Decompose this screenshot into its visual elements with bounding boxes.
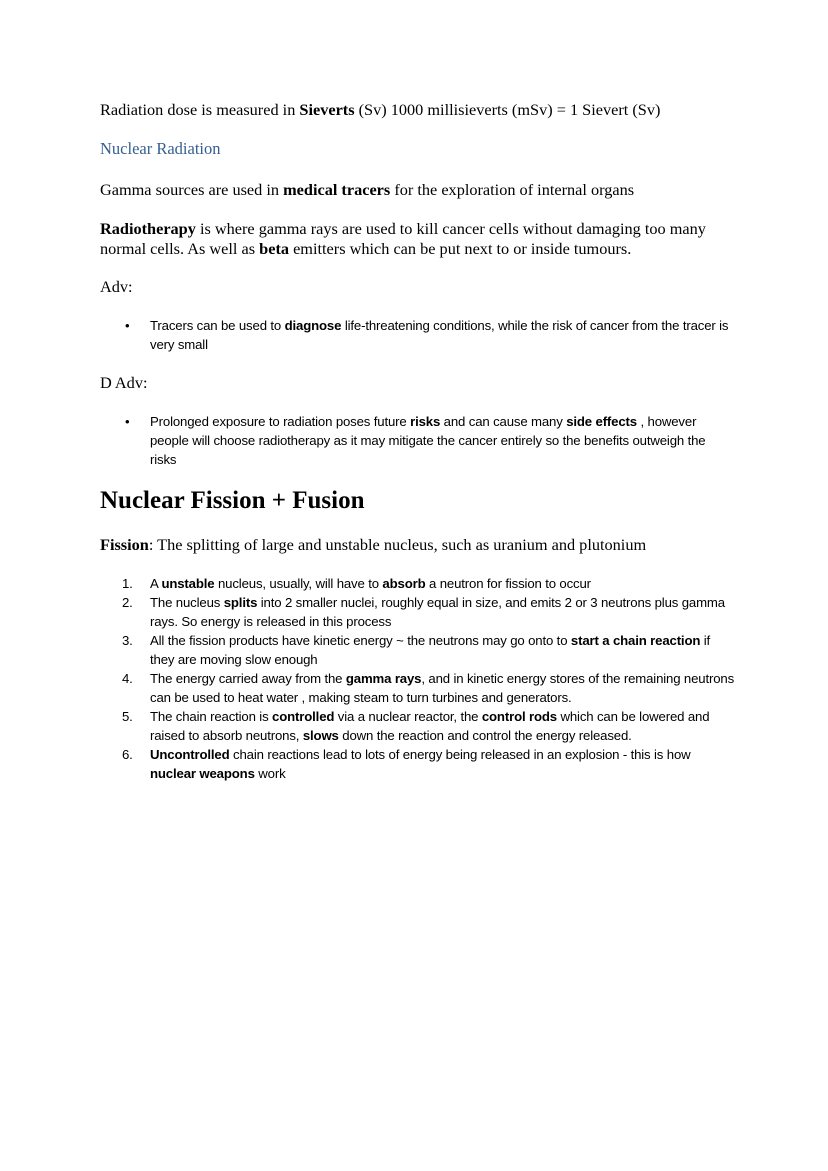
text-run: , however people will choose radiotherapy as it may mitigate the cancer entirely so the benefits outweigh the risks	[150, 414, 706, 467]
list-item-text	[150, 747, 691, 781]
dose-paragraph	[100, 100, 730, 120]
fission-definition	[100, 535, 730, 555]
text-run: is where gamma rays are used to kill cancer cells without damaging too many normal cells. As well as	[100, 219, 706, 258]
text-run: which can be lowered and raised to absorb neutrons,	[150, 709, 710, 743]
text-run: A	[150, 576, 162, 591]
text-run: work	[254, 766, 286, 781]
text-run: Gamma sources are used in	[100, 180, 284, 199]
bold-text: diagnose	[284, 318, 342, 333]
text-run: and can cause many	[440, 414, 567, 429]
text-run: The energy carried away from the	[150, 671, 346, 686]
dadv-label: D Adv:	[100, 373, 148, 392]
bold-text: Radiotherapy	[100, 219, 196, 238]
text-run: if they are moving slow enough	[150, 633, 711, 667]
list-item-text	[150, 318, 728, 352]
text-run: nucleus, usually, will have to	[214, 576, 383, 591]
bold-text: start a chain reaction	[570, 633, 701, 648]
bold-text: slows	[302, 728, 339, 743]
bold-text: side effects	[566, 414, 637, 429]
list-item	[100, 745, 735, 783]
list-item	[100, 316, 735, 354]
list-item-text	[150, 576, 591, 591]
bold-text: controlled	[272, 709, 335, 724]
bold-text: risks	[410, 414, 441, 429]
list-item	[100, 669, 735, 707]
fission-fusion-heading: Nuclear Fission + Fusion	[100, 487, 365, 514]
bold-text: splits	[223, 595, 258, 610]
bold-text: absorb	[382, 576, 426, 591]
bullet-icon: •	[125, 414, 130, 429]
list-item	[100, 593, 735, 631]
text-run: Prolonged exposure to radiation poses future	[150, 414, 411, 429]
bold-text: beta	[259, 238, 290, 258]
bold-text: gamma rays	[345, 671, 422, 686]
list-number: 2.	[122, 595, 133, 610]
bold-text: Sieverts	[299, 100, 355, 119]
text-run: into 2 smaller nuclei, roughly equal in size, and emits 2 or 3 neutrons plus gamma rays. So energy is released in this process	[150, 595, 725, 629]
text-run: life-threatening conditions, while the risk of cancer from the tracer is very small	[150, 318, 729, 352]
text-run: The chain reaction is	[150, 709, 273, 724]
text-run: emitters which can be put next to or inside tumours.	[289, 238, 632, 258]
text-run: (Sv) 1000 millisieverts (mSv) = 1 Sievert (Sv)	[354, 100, 661, 119]
bold-text: nuclear weapons	[150, 766, 255, 781]
bold-text: unstable	[161, 576, 215, 591]
adv-label: Adv:	[100, 277, 133, 296]
text-run: Radiation dose is measured in	[100, 100, 300, 119]
adv-list	[100, 316, 730, 354]
list-item	[100, 412, 735, 469]
list-item	[100, 574, 735, 593]
radiotherapy-paragraph	[100, 219, 728, 258]
bold-text: Uncontrolled	[150, 747, 230, 762]
text-run: Tracers can be used to	[150, 318, 285, 333]
text-run: for the exploration of internal organs	[390, 180, 635, 199]
list-number: 4.	[122, 671, 133, 686]
list-item-text	[150, 595, 725, 629]
text-run: : The splitting of large and unstable nucleus, such as uranium and plutonium	[148, 535, 647, 554]
list-item-text	[150, 671, 734, 705]
text-run: The nucleus	[150, 595, 224, 610]
list-item-text	[150, 414, 705, 467]
fission-steps-list	[100, 574, 735, 783]
list-number: 1.	[122, 576, 133, 591]
list-number: 5.	[122, 709, 133, 724]
bullet-icon: •	[125, 318, 130, 333]
text-run: , and in kinetic energy stores of the remaining neutrons can be used to heat water , making steam to turn turbines and generators.	[150, 671, 735, 705]
text-run: All the fission products have kinetic energy ~ the neutrons may go onto to	[150, 633, 571, 648]
list-number: 3.	[122, 633, 133, 648]
gamma-paragraph	[100, 180, 730, 200]
bold-text: medical tracers	[283, 180, 391, 199]
bold-text: control rods	[481, 709, 557, 724]
dadv-list	[100, 412, 730, 469]
list-item	[100, 707, 735, 745]
text-run: chain reactions lead to lots of energy being released in an explosion - this is how	[229, 747, 691, 762]
text-run: a neutron for fission to occur	[425, 576, 591, 591]
text-run: via a nuclear reactor, the	[334, 709, 482, 724]
text-run: down the reaction and control the energy released.	[338, 728, 632, 743]
list-number: 6.	[122, 747, 133, 762]
list-item-text	[150, 709, 709, 743]
list-item-text	[150, 633, 710, 667]
nuclear-radiation-heading: Nuclear Radiation	[100, 139, 221, 158]
list-item	[100, 631, 735, 669]
bold-text: Fission	[100, 535, 149, 554]
